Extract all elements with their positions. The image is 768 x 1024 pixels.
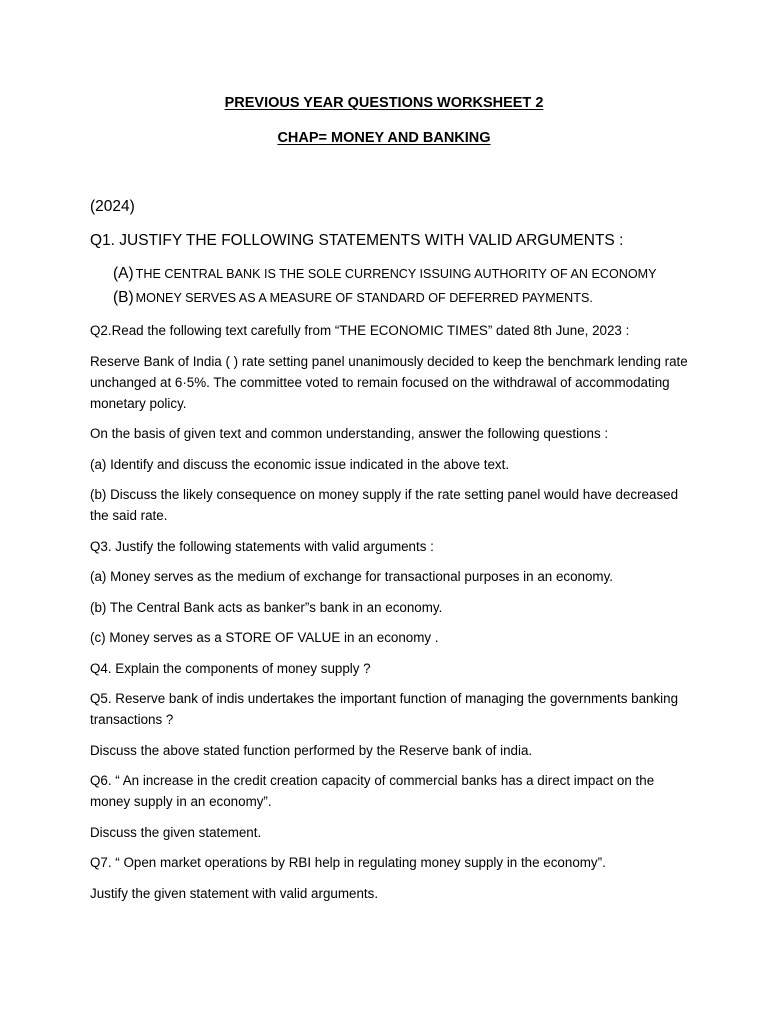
question-1-option-b: [113, 289, 593, 307]
question-7-instruction: Justify the given statement with valid arguments.: [90, 885, 379, 901]
question-2-intro: Q2.Read the following text carefully from “THE ECONOMIC TIMES” dated 8th June, 2023 :: [90, 323, 630, 338]
question-4: Q4. Explain the components of money supply ?: [90, 660, 371, 676]
worksheet-title: PREVIOUS YEAR QUESTIONS WORKSHEET 2: [224, 95, 544, 111]
news-excerpt: Reserve Bank of India ( ) rate setting panel unanimously decided to keep the benchmark lending rate unchanged at 6·5%. The committee voted to remain focused on the withdrawal of accommodating monetary policy.: [90, 353, 688, 411]
question-6-instruction: Discuss the given statement.: [90, 824, 262, 840]
year-label: (2024): [90, 198, 135, 215]
chapter-title: CHAP= MONEY AND BANKING: [277, 130, 491, 146]
question-1-heading: Q1. JUSTIFY THE FOLLOWING STATEMENTS WITH VALID ARGUMENTS :: [90, 232, 624, 249]
question-5-instruction: Discuss the above stated function performed by the Reserve bank of india.: [90, 742, 533, 758]
question-6: Q6. “ An increase in the credit creation capacity of commercial banks has a direct impact on the money supply in an economy”.: [90, 773, 655, 809]
question-2-part-a: (a) Identify and discuss the economic issue indicated in the above text.: [90, 456, 510, 472]
option-text: MONEY SERVES AS A MEASURE OF STANDARD OF DEFERRED PAYMENTS.: [135, 291, 593, 305]
question-2-part-b: (b) Discuss the likely consequence on money supply if the rate setting panel would have decreased the said rate.: [90, 487, 679, 523]
question-5: Q5. Reserve bank of indis undertakes the important function of managing the governments banking transactions ?: [90, 691, 679, 727]
question-3-part-c: (c) Money serves as a STORE OF VALUE in an economy .: [90, 630, 439, 645]
question-1-option-a: [113, 265, 657, 283]
option-letter: (B): [113, 289, 134, 306]
question-7: Q7. “ Open market operations by RBI help in regulating money supply in the economy”.: [90, 855, 606, 870]
option-letter: (A): [113, 265, 134, 282]
question-3-heading: Q3. Justify the following statements with valid arguments :: [90, 538, 434, 554]
option-text: THE CENTRAL BANK IS THE SOLE CURRENCY ISSUING AUTHORITY OF AN ECONOMY: [135, 267, 657, 281]
question-3-part-a: (a) Money serves as the medium of exchange for transactional purposes in an economy.: [90, 569, 613, 584]
question-2-instruction: On the basis of given text and common understanding, answer the following questions :: [90, 426, 609, 441]
worksheet-body: [90, 320, 690, 913]
question-3-part-b: (b) The Central Bank acts as banker”s bank in an economy.: [90, 599, 443, 615]
